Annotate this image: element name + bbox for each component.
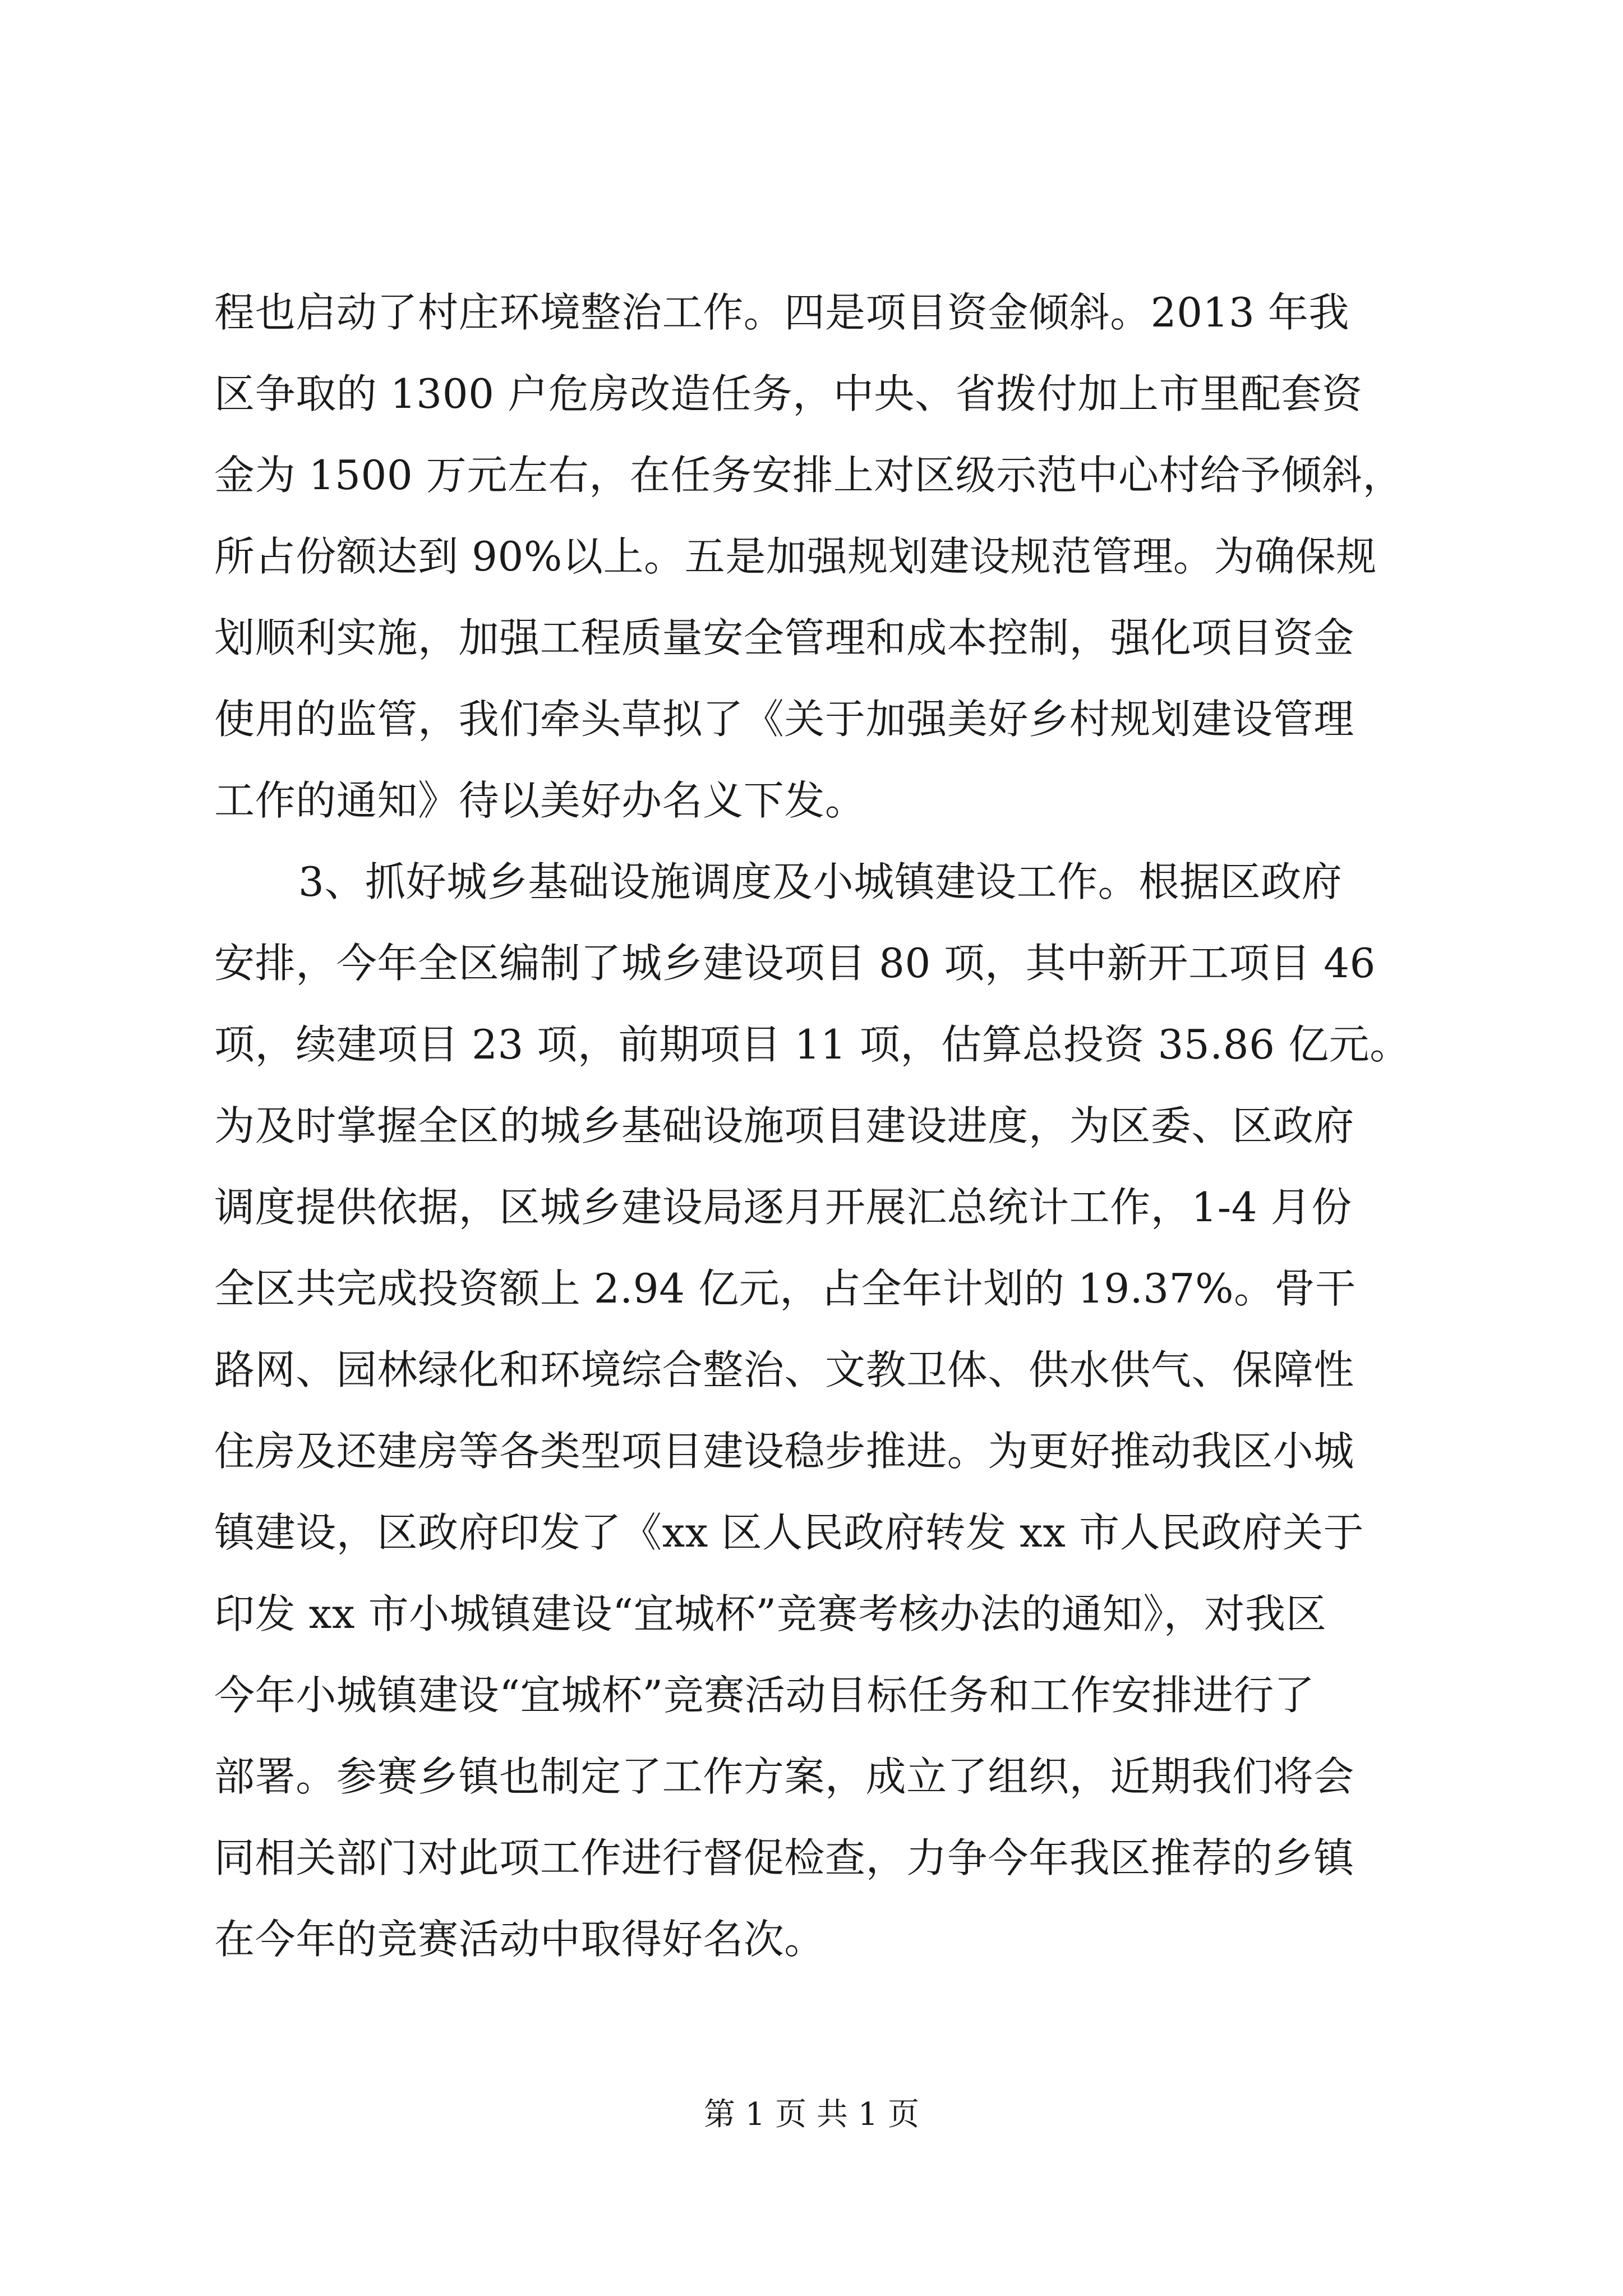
text-line: 调度提供依据，区城乡建设局逐月开展汇总统计工作，1-4 月份 (214, 1184, 1352, 1231)
text-line: 划顺利实施，加强工程质量安全管理和成本控制，强化项目资金 (214, 614, 1354, 661)
page-footer: 第 1 页 共 1 页 (703, 2096, 920, 2133)
text-line: 部署。参赛乡镇也制定了工作方案，成立了组织，近期我们将会 (214, 1753, 1354, 1800)
paragraph-start-line: 3、抓好城乡基础设施调度及小城镇建设工作。根据区政府 (298, 858, 1343, 905)
text-line: 金为 1500 万元左右，在任务安排上对区级示范中心村给予倾斜， (214, 452, 1404, 499)
text-line: 镇建设，区政府印发了《xx 区人民政府转发 xx 市人民政府关于 (214, 1509, 1364, 1556)
text-line: 安排，今年全区编制了城乡建设项目 80 项，其中新开工项目 46 (214, 940, 1376, 987)
text-line: 同相关部门对此项工作进行督促检查，力争今年我区推荐的乡镇 (214, 1834, 1354, 1881)
text-line: 区争取的 1300 户危房改造任务，中央、省拨付加上市里配套资 (214, 370, 1363, 417)
text-line: 今年小城镇建设“宜城杯”竞赛活动目标任务和工作安排进行了 (214, 1672, 1315, 1719)
text-line: 路网、园林绿化和环境综合整治、文教卫体、供水供气、保障性 (214, 1346, 1354, 1393)
text-line: 程也启动了村庄环境整治工作。四是项目资金倾斜。2013 年我 (214, 289, 1350, 336)
text-line: 印发 xx 市小城镇建设“宜城杯”竞赛考核办法的通知》，对我区 (214, 1590, 1327, 1637)
text-line: 项，续建项目 23 项，前期项目 11 项，估算总投资 35.86 亿元。 (214, 1021, 1410, 1068)
text-line: 在今年的竞赛活动中取得好名次。 (214, 1916, 826, 1963)
text-line: 为及时掌握全区的城乡基础设施项目建设进度，为区委、区政府 (214, 1102, 1354, 1149)
body-text (214, 272, 1459, 1980)
text-line: 住房及还建房等各类型项目建设稳步推进。为更好推动我区小城 (214, 1428, 1354, 1475)
text-line: 使用的监管，我们牵头草拟了《关于加强美好乡村规划建设管理 (214, 696, 1354, 743)
text-line: 全区共完成投资额上 2.94 亿元，占全年计划的 19.37%。骨干 (214, 1265, 1356, 1312)
text-line: 所占份额达到 90%以上。五是加强规划建设规范管理。为确保规 (214, 533, 1377, 580)
text-line: 工作的通知》待以美好办名义下发。 (214, 777, 866, 824)
